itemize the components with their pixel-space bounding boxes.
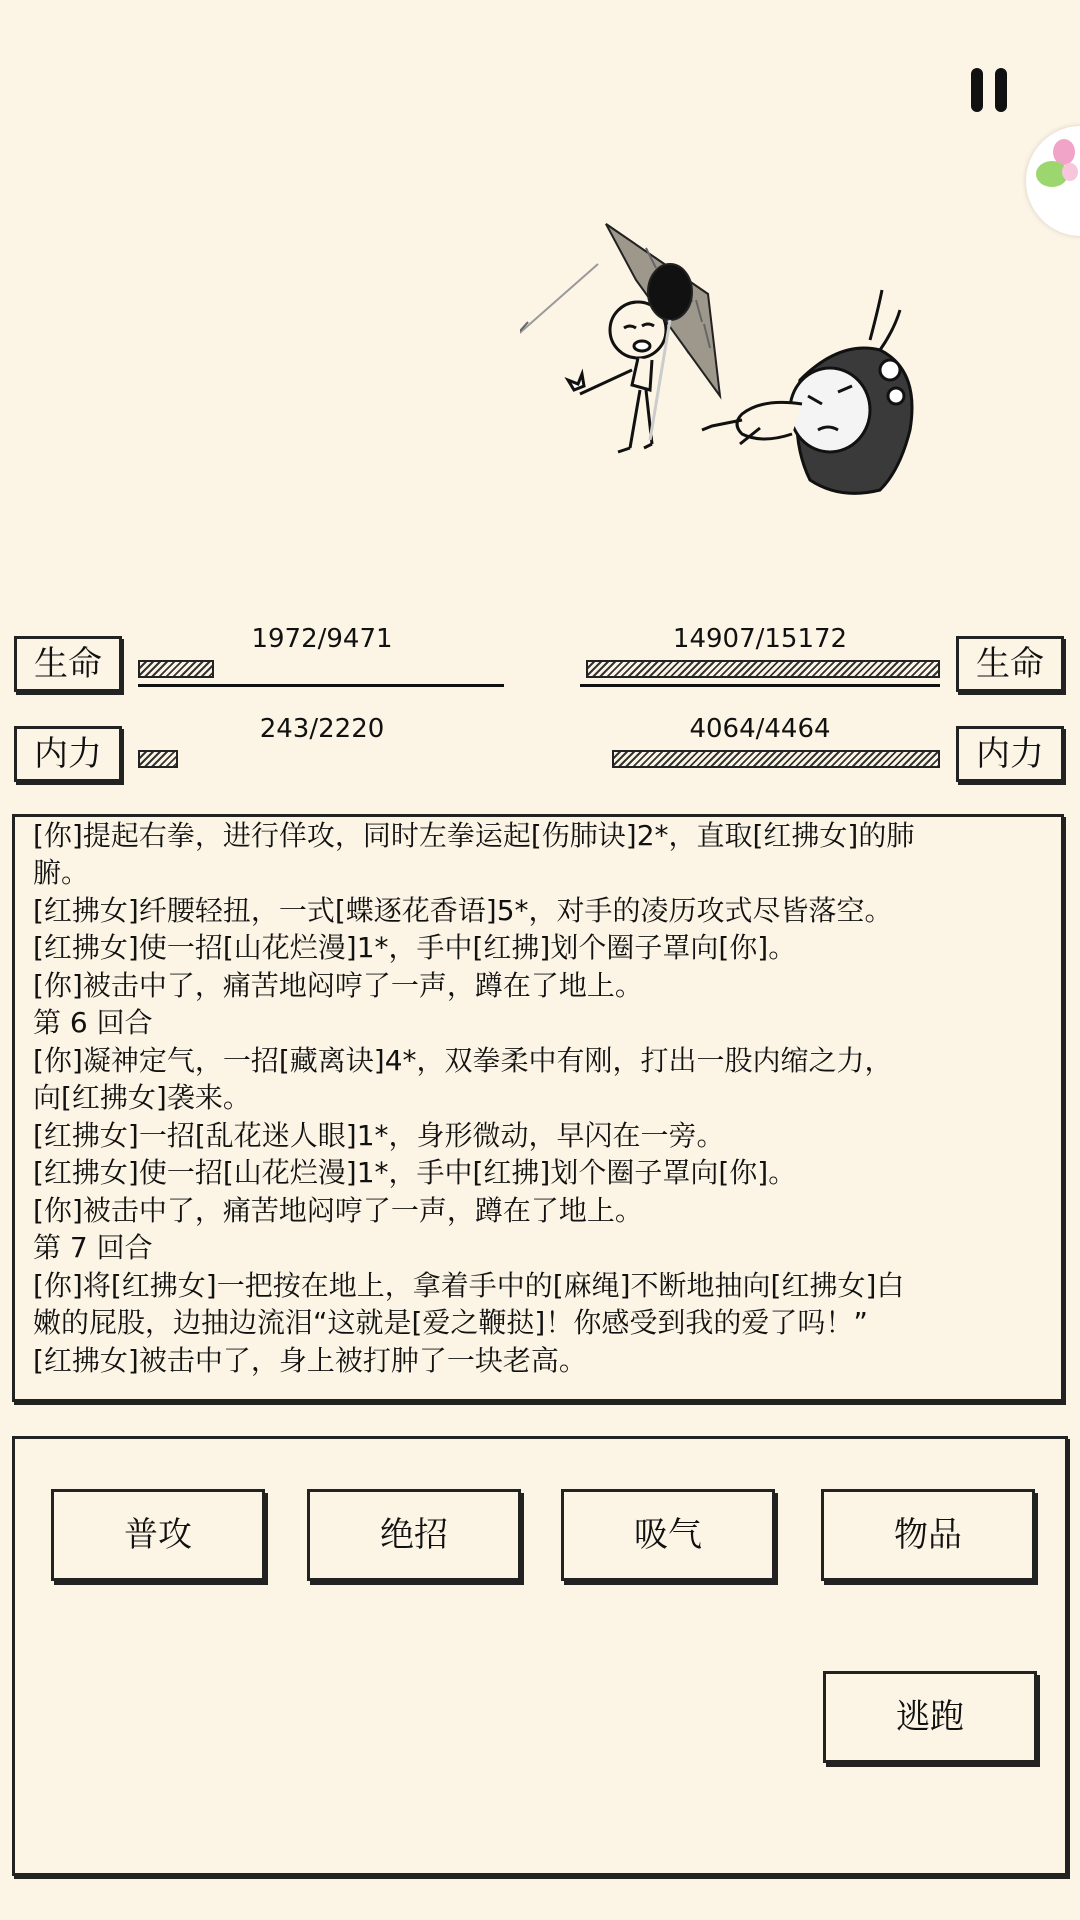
player-hp-bar-fill bbox=[138, 660, 214, 678]
enemy-mp-bar-fill bbox=[612, 750, 940, 768]
log-line: 第 7 回合 bbox=[33, 1231, 153, 1264]
pause-icon bbox=[971, 68, 983, 112]
ultimate-skill-button[interactable]: 绝招 bbox=[307, 1489, 521, 1581]
log-line: 向[红拂女]袭来。 bbox=[33, 1081, 251, 1114]
attack-button[interactable]: 普攻 bbox=[51, 1489, 265, 1581]
combat-log[interactable] bbox=[12, 814, 1064, 1402]
enemy-hp-value: 14907/15172 bbox=[672, 624, 848, 654]
log-line: [红拂女]纤腰轻扭，一式[蝶逐花香语]5*，对手的凌历攻式尽皆落空。 bbox=[33, 893, 893, 927]
flee-button[interactable]: 逃跑 bbox=[823, 1671, 1037, 1763]
log-line: [你]将[红拂女]一把按在地上，拿着手中的[麻绳]不断地抽向[红拂女]白 bbox=[33, 1268, 905, 1302]
action-panel bbox=[12, 1436, 1068, 1876]
battle-scene bbox=[520, 220, 1040, 560]
log-line: [红拂女]使一招[山花烂漫]1*，手中[红拂]划个圈子罩向[你]。 bbox=[33, 931, 797, 964]
log-line: 第 6 回合 bbox=[33, 1006, 153, 1039]
breathe-button[interactable]: 吸气 bbox=[561, 1489, 775, 1581]
log-line: [你]提起右拳，进行佯攻，同时左拳运起[伤肺诀]2*，直取[红拂女]的肺 bbox=[33, 818, 915, 852]
player-mp-value: 243/2220 bbox=[259, 714, 385, 744]
log-line: [红拂女]使一招[山花烂漫]1*，手中[红拂]划个圈子罩向[你]。 bbox=[33, 1156, 797, 1189]
enemy-hp-label: 生命 bbox=[956, 636, 1064, 692]
log-line: [你]凝神定气，一招[藏离诀]4*，双拳柔中有刚，打出一股内缩之力， bbox=[33, 1043, 893, 1077]
player-hp-label: 生命 bbox=[14, 636, 122, 692]
enemy-hp-bar-track bbox=[580, 684, 940, 687]
log-line: [红拂女]一招[乱花迷人眼]1*，身形微动，早闪在一旁。 bbox=[33, 1118, 725, 1152]
combat-log-text bbox=[33, 817, 1047, 1380]
player-hp-value: 1972/9471 bbox=[251, 624, 393, 654]
pause-button[interactable] bbox=[968, 68, 1012, 114]
log-line: [你]被击中了，痛苦地闷哼了一声，蹲在了地上。 bbox=[33, 1193, 643, 1227]
enemy-mp-label: 内力 bbox=[956, 726, 1064, 782]
enemy-mp-value: 4064/4464 bbox=[689, 714, 831, 744]
enemy-hp-bar-fill bbox=[586, 660, 940, 678]
log-line: [你]被击中了，痛苦地闷哼了一声，蹲在了地上。 bbox=[33, 968, 643, 1002]
player-mp-label: 内力 bbox=[14, 726, 122, 782]
player-hp-bar-track bbox=[138, 684, 504, 687]
enemy-character bbox=[702, 290, 912, 493]
player-mp-bar-fill bbox=[138, 750, 178, 768]
log-line: 嫩的屁股，边抽边流泪“这就是[爱之鞭挞]！你感受到我的爱了吗！” bbox=[33, 1306, 868, 1339]
log-line: 腑。 bbox=[33, 856, 90, 889]
items-button[interactable]: 物品 bbox=[821, 1489, 1035, 1581]
log-line: [红拂女]被击中了，身上被打肿了一块老高。 bbox=[33, 1343, 587, 1377]
